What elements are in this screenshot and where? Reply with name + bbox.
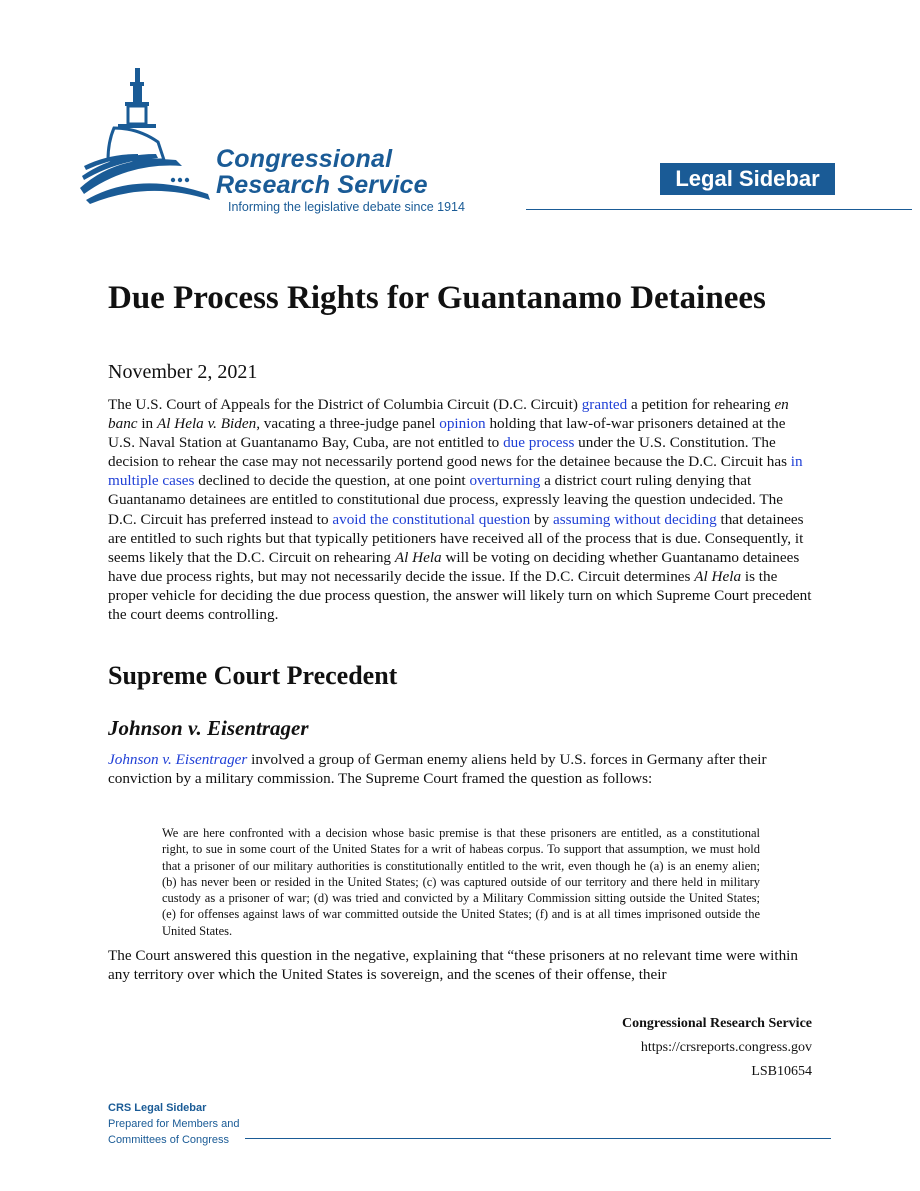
org-name: Congressional Research Service <box>216 145 428 199</box>
link-johnson[interactable]: Johnson v. Eisentrager <box>108 751 248 768</box>
footer-code: LSB10654 <box>751 1064 812 1079</box>
link-granted[interactable]: granted <box>581 396 628 413</box>
johnson-paragraph: Johnson v. Eisentrager involved a group of German enemy aliens held by U.S. forces in Germany after their conviction by a military commission. The Supreme Court framed the question as follows: <box>108 751 767 788</box>
link-due-process[interactable]: due process <box>503 434 575 452</box>
header-divider <box>526 209 912 210</box>
link-opinion[interactable]: opinion <box>439 415 486 433</box>
link-overturning[interactable]: overturning <box>469 472 541 490</box>
section-heading: Supreme Court Precedent <box>108 661 398 690</box>
footer-divider <box>245 1138 831 1139</box>
footer-publisher <box>622 1012 812 1084</box>
footer-org: Congressional Research Service <box>621 1016 812 1031</box>
org-tagline: Informing the legislative debate since 1914 <box>228 200 465 214</box>
crs-logo <box>78 62 538 222</box>
footer-url[interactable]: https://crsreports.congress.gov <box>640 1040 812 1055</box>
answer-paragraph: The Court answered this question in the negative, explaining that “these prisoners at no relevant time were within any territory over which the United States is sovereign, and the scenes of their offense, their <box>108 947 798 984</box>
footer-sidebar-note: CRS Legal Sidebar Prepared for Members and Committees of Congress <box>108 1102 240 1146</box>
page-title: Due Process Rights for Guantanamo Detainees <box>108 280 766 316</box>
publication-date: November 2, 2021 <box>108 361 258 383</box>
block-quote: We are here confronted with a decision whose basic premise is that these prisoners are entitled, as a constitutional right, to sue in some court of the United States for a writ of habeas corpus. To support that assumption, we must hold that a prisoner of our military authorities is constitutionally entitled to the writ, even though he (a) is an enemy alien; (b) has never been or resided in the United States; (c) was captured outside of our territory and there held in military custody as a prisoner of war; (d) was tried and convicted by a Military Commission sitting outside the United States; (e) for offenses against laws of war committed outside the United States; (f) and is at all times imprisoned outside the United States. <box>162 826 760 938</box>
subsection-heading: Johnson v. Eisentrager <box>108 716 309 740</box>
intro-paragraph: The U.S. Court of Appeals for the District of Columbia Circuit (D.C. Circuit) granted a petition for rehearing en banc in Al Hela v. Biden, vacating a three-judge panel opinion holding that law-of-war prisoners detained at the U.S. Naval Station at Guantanamo Bay, Cuba, are not entitled to due process under the U.S. Constitution. The decision to rehear the case may not necessarily portend good news for the detainee because the D.C. Circuit has in multiple cases declined to decide the question, at one point overturning a district court ruling denying that Guantanamo detainees are entitled to constitutional due process, expressly leaving the question undecided. The D.C. Circuit has preferred instead to avoid the constitutional question by assuming without deciding that detainees are entitled to such rights but that typically petitioners have received all of the process that is due. Consequently, it seems likely that the D.C. Circuit on rehearing Al Hela will be voting on deciding whether Guantanamo detainees have due process rights, but may not necessarily decide the issue. If the D.C. Circuit determines Al Hela is the proper vehicle for deciding the due process question, the answer will likely turn on which Supreme Court precedent the court deems controlling. <box>108 396 812 624</box>
link-multiple-cases[interactable]: in multiple cases <box>108 453 803 490</box>
legal-sidebar-badge: Legal Sidebar <box>660 163 835 195</box>
capitol-dome-icon <box>78 62 228 222</box>
link-assuming[interactable]: assuming without deciding <box>553 510 717 528</box>
link-avoid-question[interactable]: avoid the constitutional question <box>332 510 531 528</box>
